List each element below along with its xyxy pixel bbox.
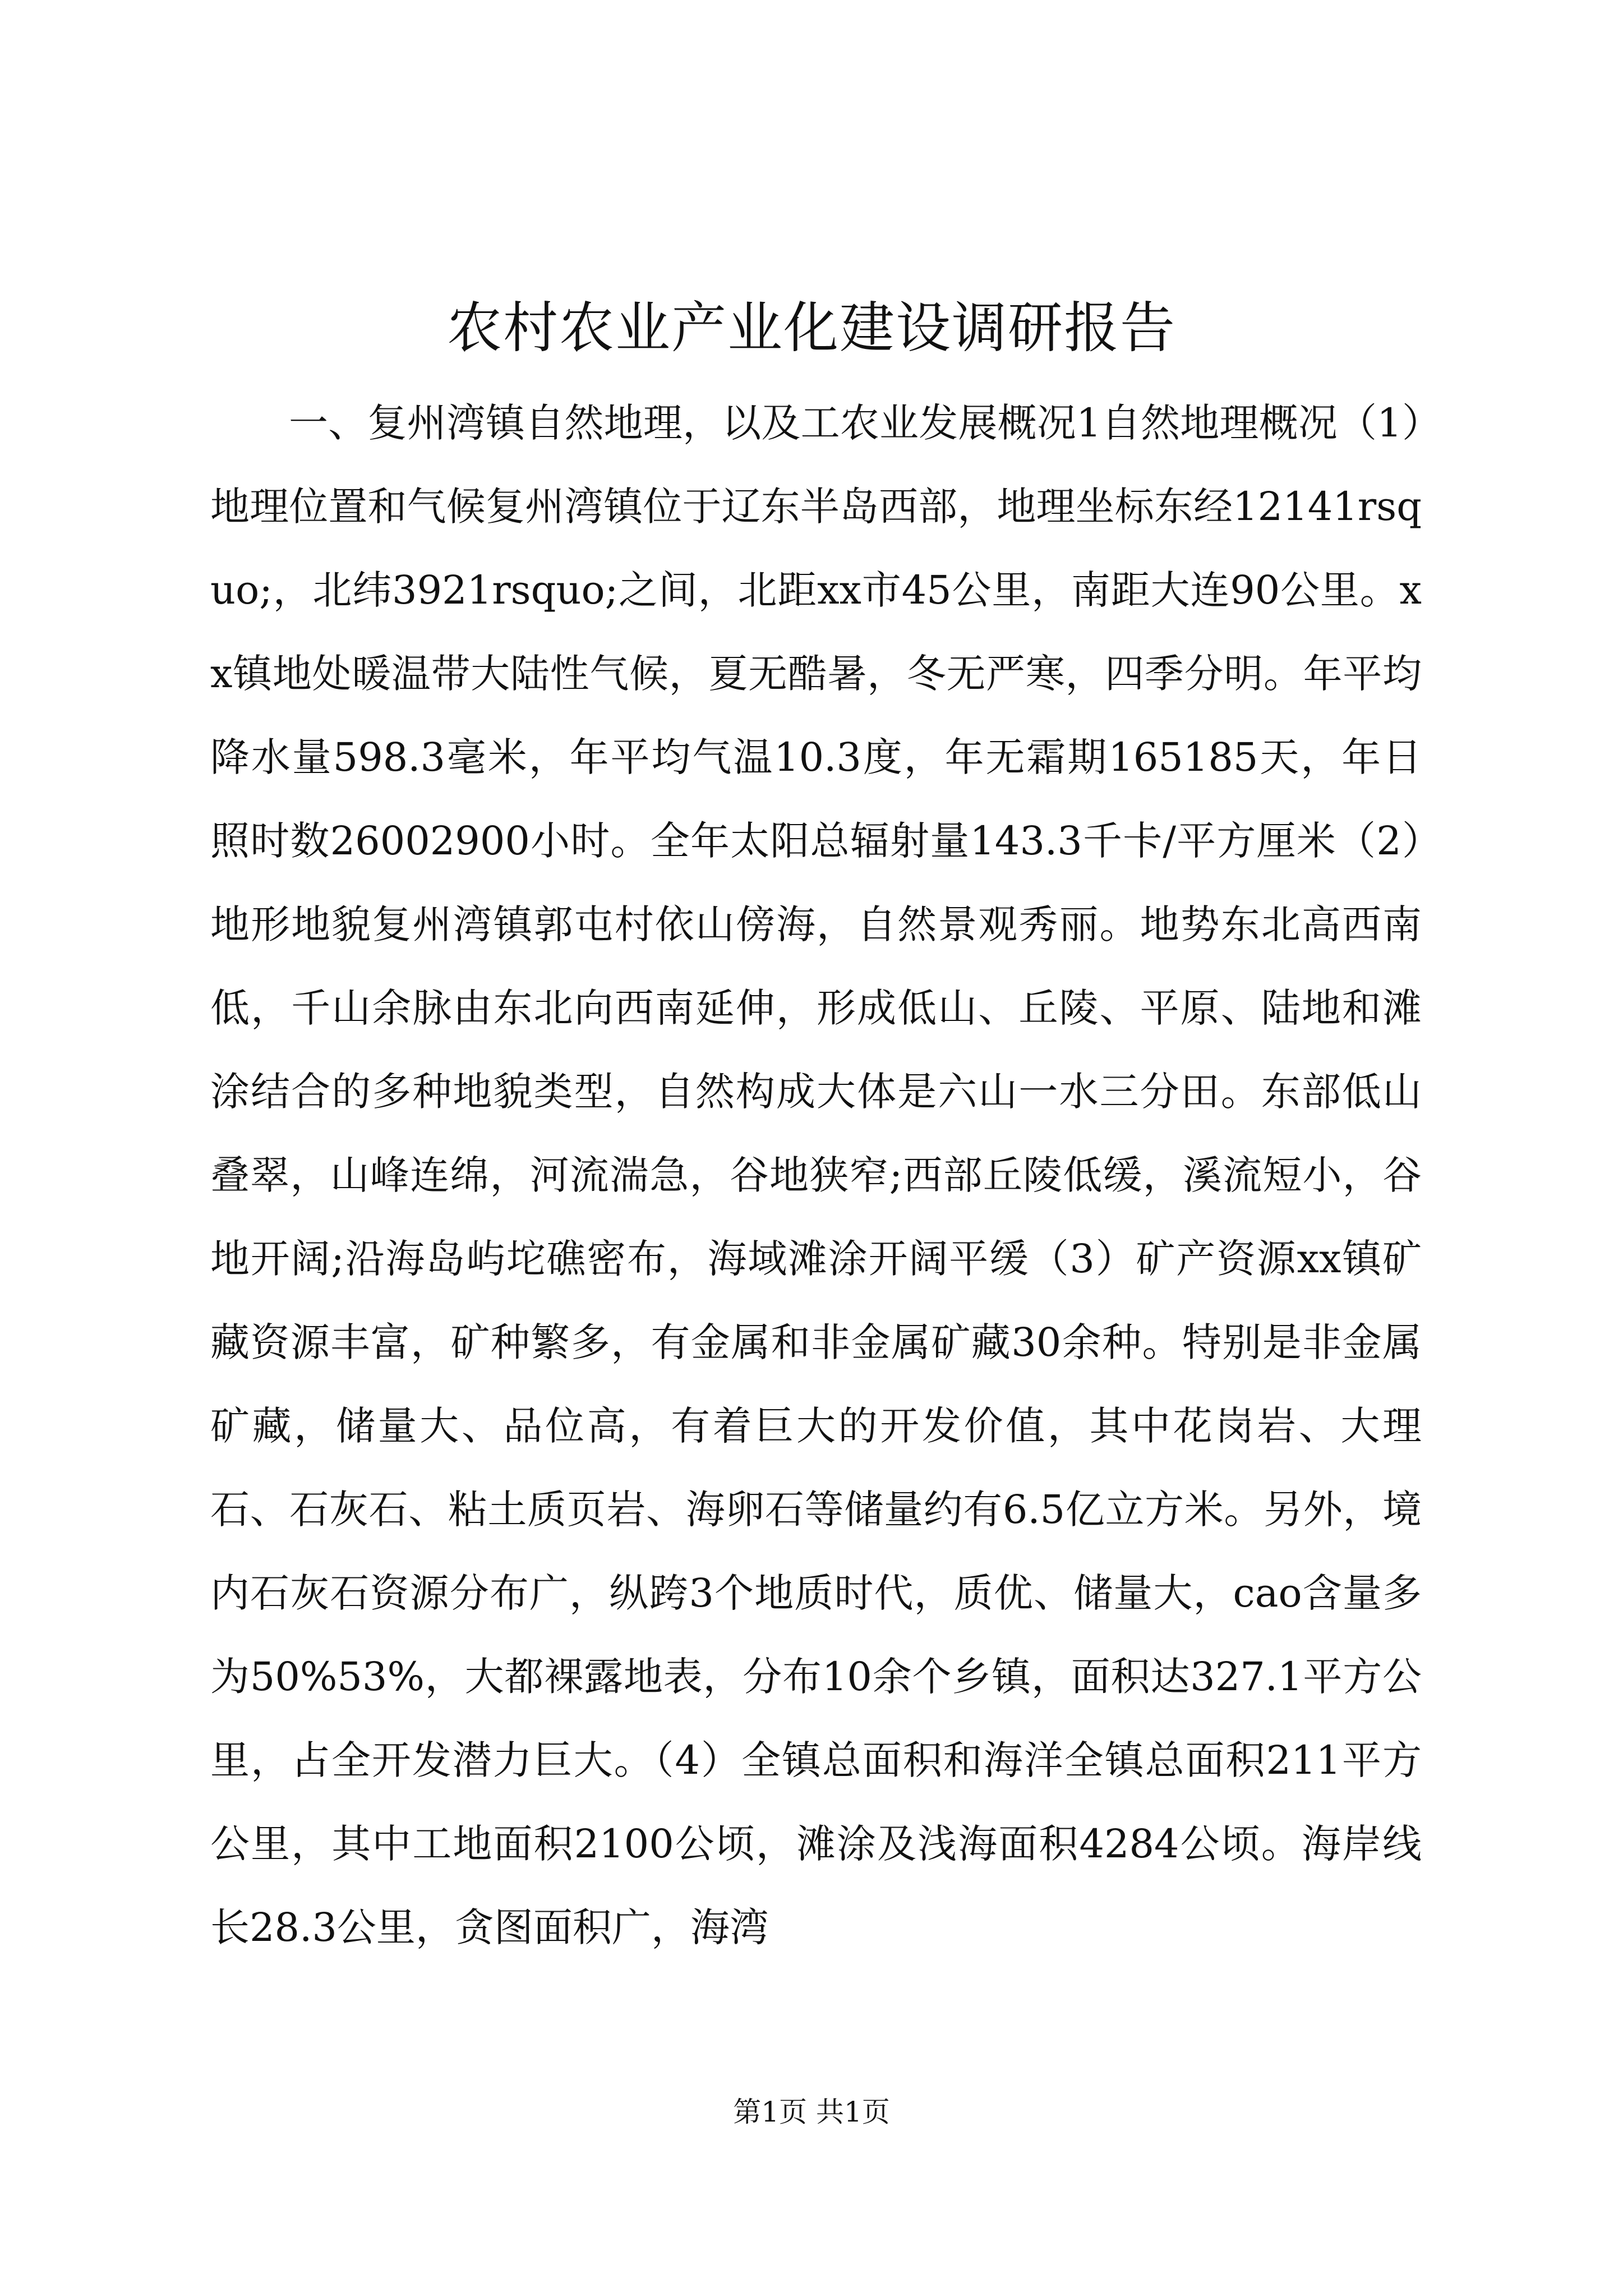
document-body-paragraph: 一、复州湾镇自然地理，以及工农业发展概况1自然地理概况（1）地理位置和气候复州湾镇位于辽东半岛西部，地理坐标东经12141rsquo;，北纬3921rsquo;之间，北距xx市45公里，南距大连90公里。xx镇地处暖温带大陆性气候，夏无酷暑，冬无严寒，四季分明。年平均降水量598.3毫米，年平均气温10.3度，年无霜期165185天，年日照时数26002900小时。全年太阳总辐射量143.3千卡/平方厘米（2）地形地貌复州湾镇郭屯村依山傍海，自然景观秀丽。地势东北高西南低，千山余脉由东北向西南延伸，形成低山、丘陵、平原、陆地和滩涂结合的多种地貌类型，自然构成大体是六山一水三分田。东部低山叠翠，山峰连绵，河流湍急，谷地狭窄;西部丘陵低缓，溪流短小，谷地开阔;沿海岛屿坨礁密布，海域滩涂开阔平缓（3）矿产资源xx镇矿藏资源丰富，矿种繁多，有金属和非金属矿藏30余种。特别是非金属矿藏，储量大、品位高，有着巨大的开发价值，其中花岗岩、大理石、石灰石、粘土质页岩、海卵石等储量约有6.5亿立方米。另外，境内石灰石资源分布广，纵跨3个地质时代，质优、储量大，cao含量多为50%53%，大都裸露地表，分布10余个乡镇，面积达327.1平方公里，占全开发潜力巨大。（4）全镇总面积和海洋全镇总面积211平方公里，其中工地面积2100公顷，滩涂及浅海面积4284公顷。海岸线长28.3公里，贪图面积广，海湾 (210, 400, 1422, 1950)
page-footer: 第1页 共1页 (733, 2096, 890, 2128)
document-title: 农村农业产业化建设调研报告 (446, 296, 1176, 360)
